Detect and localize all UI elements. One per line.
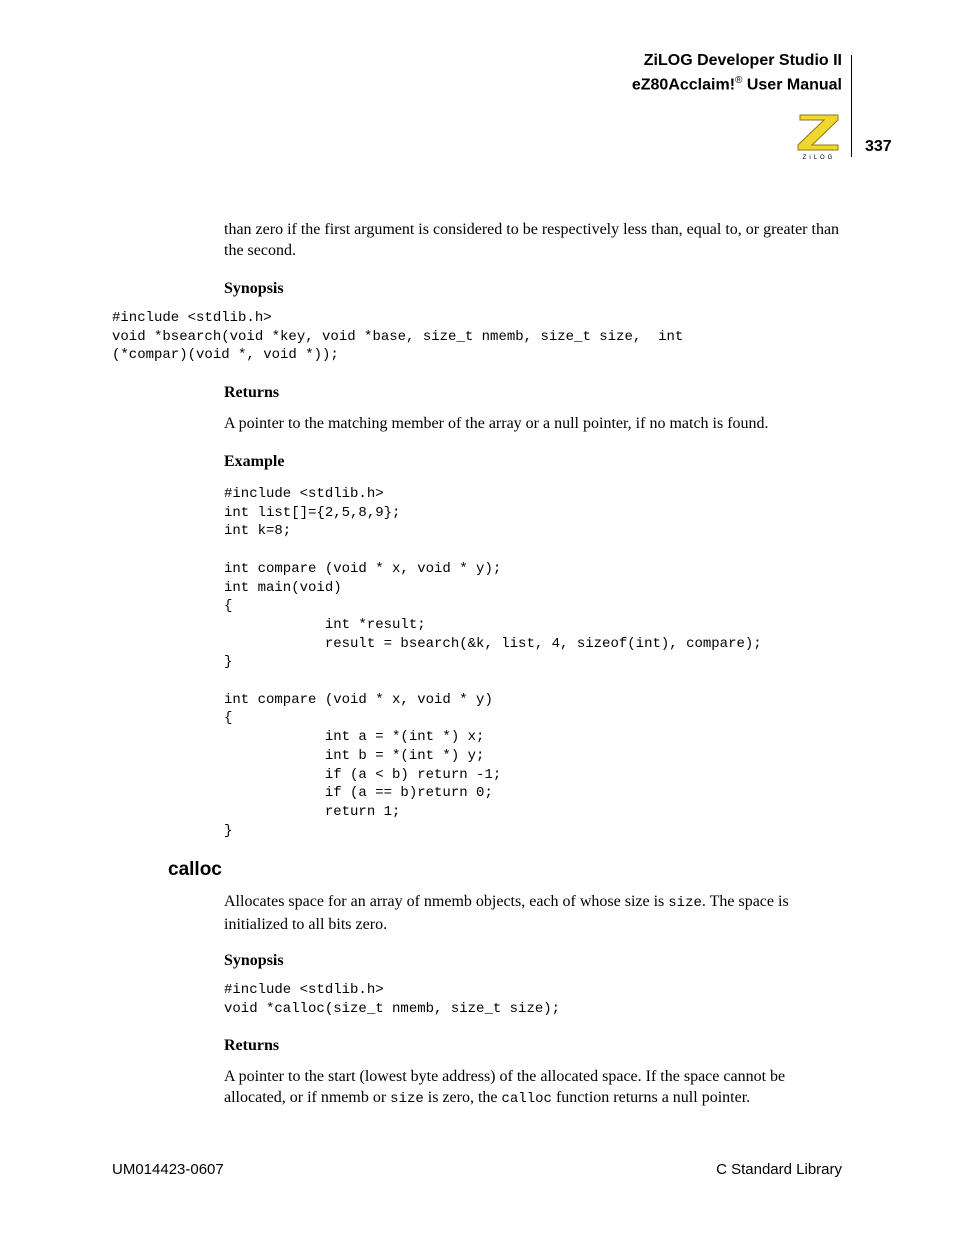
page-number: 337	[865, 138, 892, 155]
calloc-synopsis-code: #include <stdlib.h> void *calloc(size_t nmemb, size_t size);	[224, 982, 561, 1017]
bsearch-intro: than zero if the first argument is considered to be respectively less than, equal to, or greater than the second.	[224, 221, 840, 259]
registered-mark: ®	[735, 75, 743, 86]
bsearch-returns-text: A pointer to the matching member of the array or a null pointer, if no match is found.	[224, 415, 769, 432]
bsearch-synopsis-heading: Synopsis	[224, 280, 284, 297]
footer-section: C Standard Library	[716, 1161, 842, 1178]
calloc-returns-heading: Returns	[224, 1037, 280, 1054]
bsearch-returns-heading: Returns	[224, 384, 280, 401]
header-rule	[851, 55, 852, 157]
zilog-logo-icon	[796, 112, 842, 160]
inline-code-calloc: calloc	[501, 1091, 552, 1107]
inline-code-size: size	[668, 895, 702, 911]
header-title: ZiLOG Developer Studio II	[643, 52, 842, 69]
calloc-section-title: calloc	[168, 859, 222, 880]
bsearch-synopsis-code: #include <stdlib.h> void *bsearch(void *key, void *base, size_t nmemb, size_t size, int (*compar)(void *, void *));	[112, 310, 684, 364]
bsearch-example-code: #include <stdlib.h> int list[]={2,5,8,9}; int k=8; int compare (void * x, void * y); int main(void) { int *result; result = bsearch(&k, list, 4, sizeof(int), compare); } int compare (void * x, void * y) { int a = *(int *) x; int b = *(int *) y; if (a < b) return -1; if (a == b)return 0; return 1; }	[224, 486, 762, 839]
inline-code-size: size	[390, 1091, 424, 1107]
calloc-synopsis-heading: Synopsis	[224, 952, 284, 969]
bsearch-example-heading: Example	[224, 453, 285, 470]
calloc-description: Allocates space for an array of nmemb objects, each of whose size is size. The space is initialized to all bits zero.	[224, 893, 789, 933]
zilog-logo	[796, 112, 842, 160]
header-subtitle: eZ80Acclaim!® User Manual	[631, 75, 842, 94]
footer-doc-id: UM014423-0607	[112, 1161, 224, 1178]
calloc-returns-text: A pointer to the start (lowest byte address) of the allocated space. If the space cannot be allocated, or if nmemb or size is zero, the calloc function returns a null pointer.	[224, 1068, 786, 1107]
logo-wordmark: ZiLOG	[802, 155, 836, 160]
